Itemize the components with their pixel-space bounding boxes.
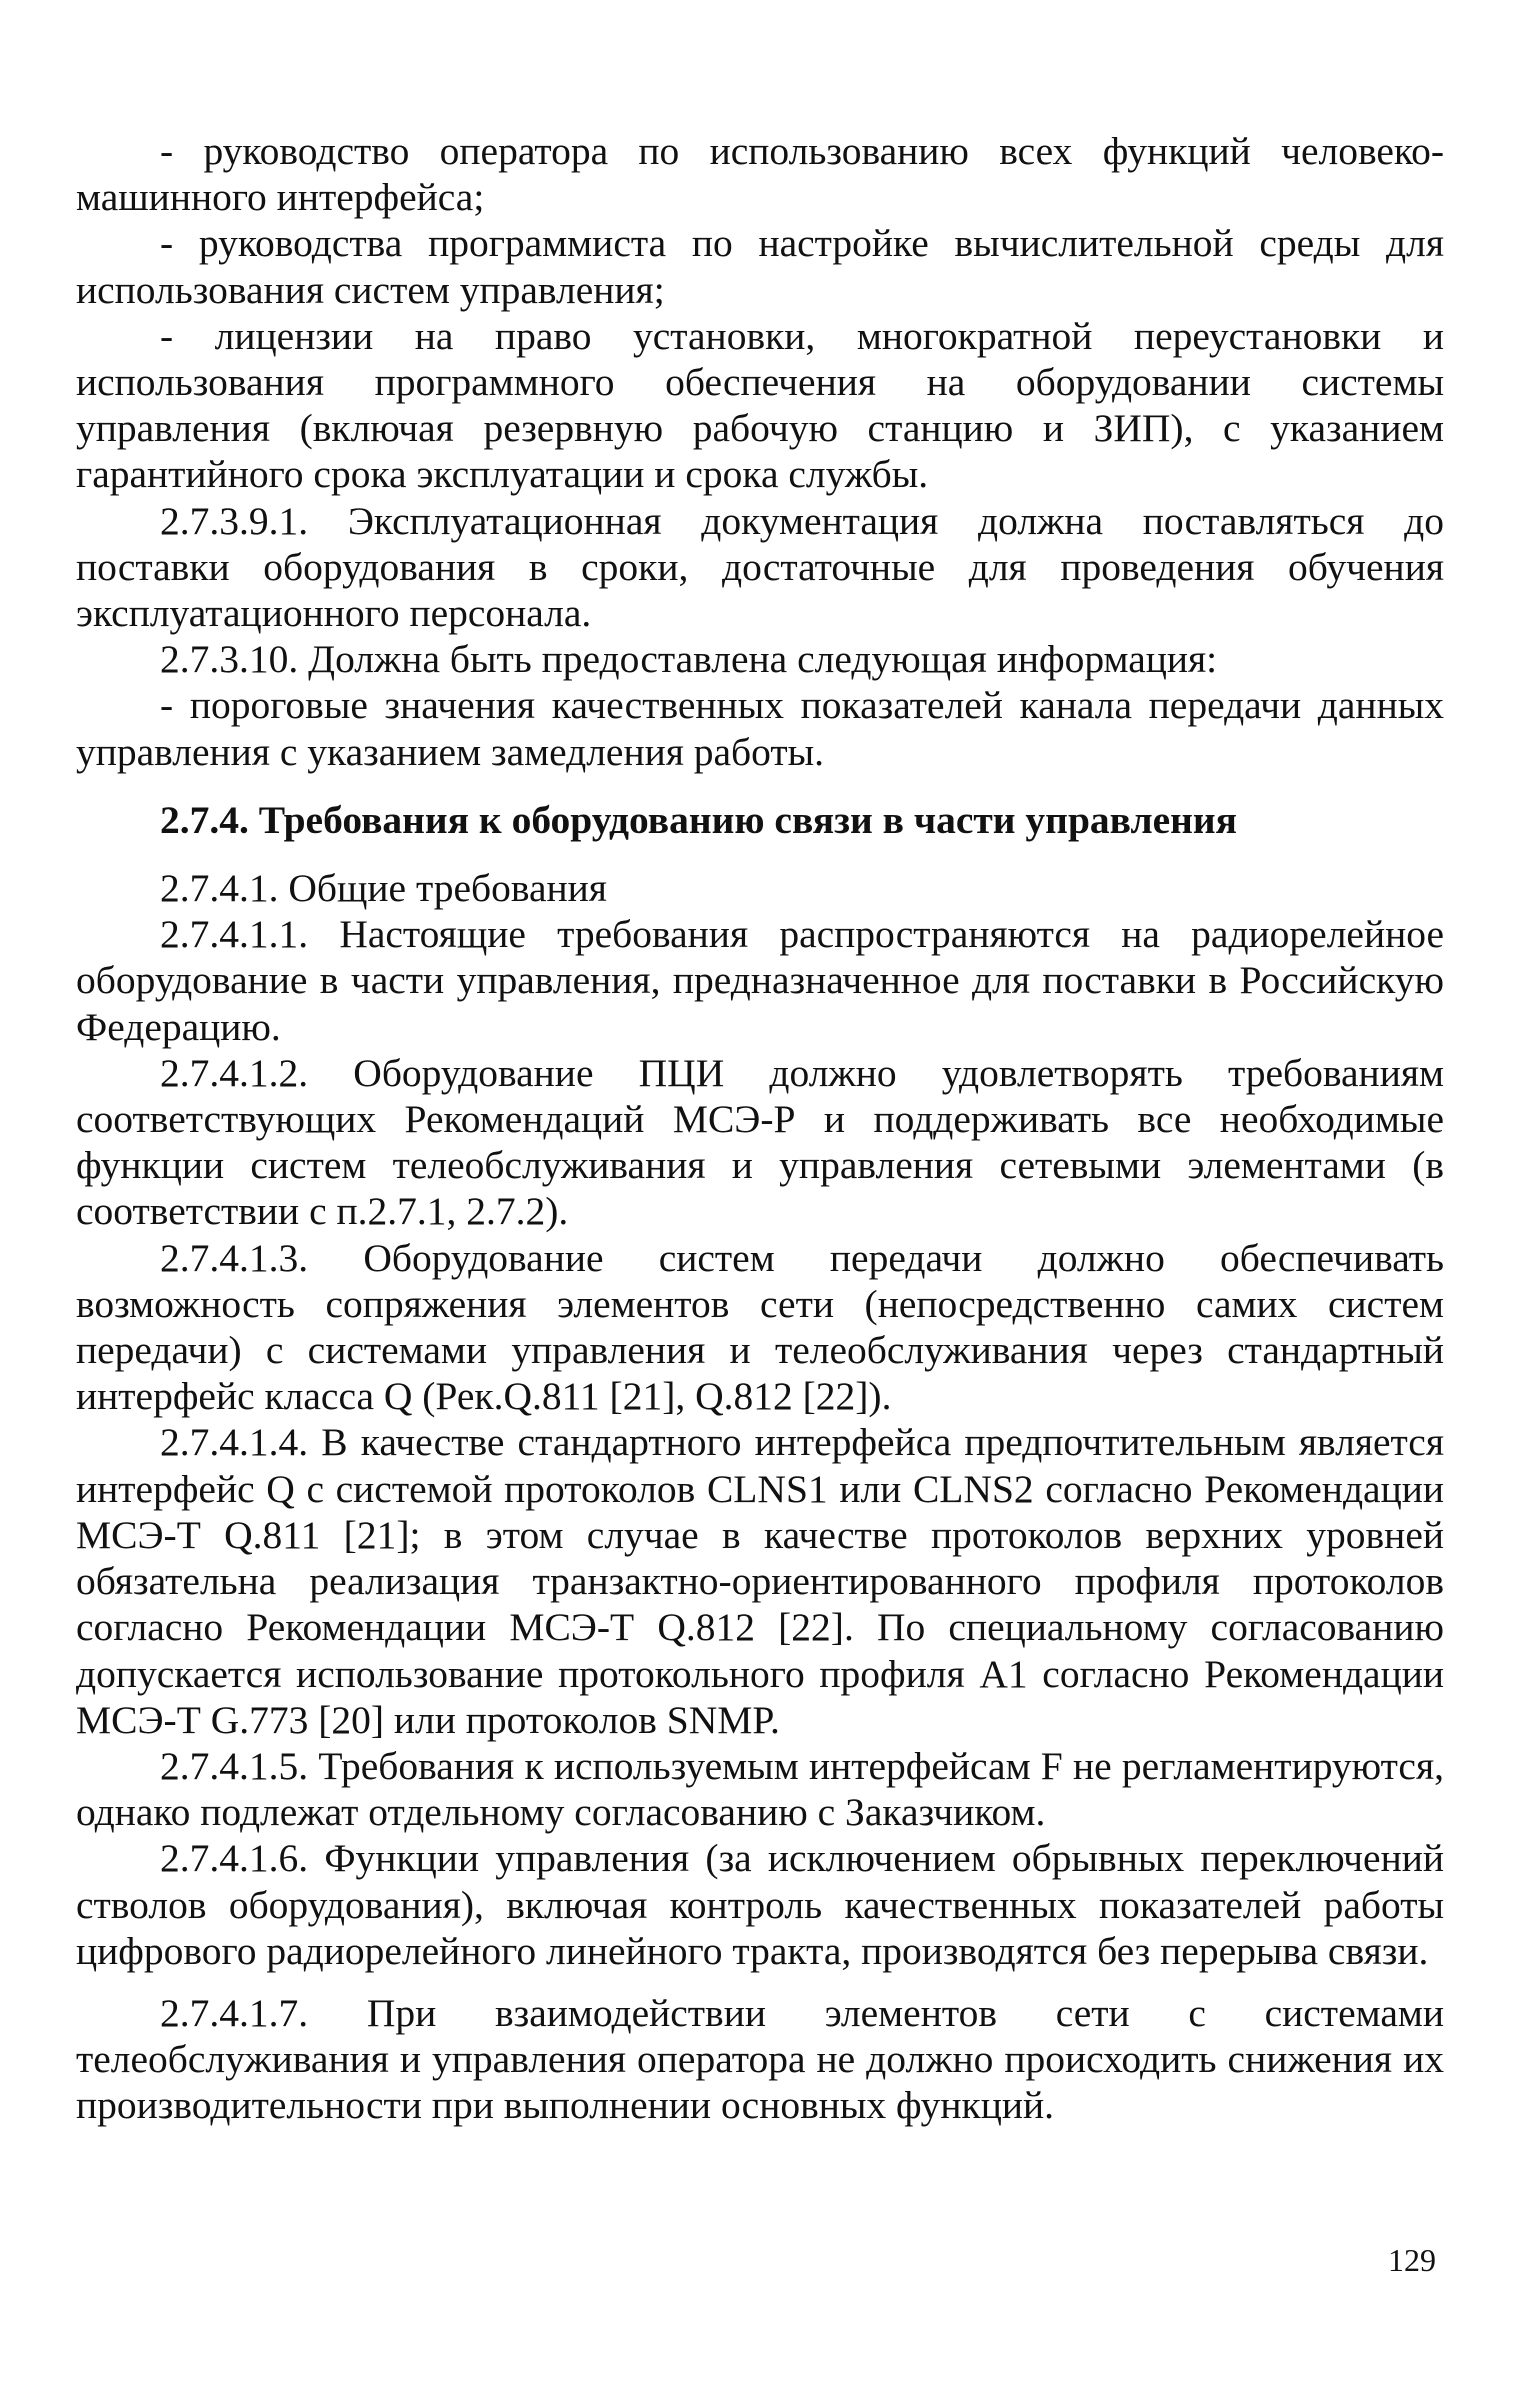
paragraph-2-7-4-1-5: 2.7.4.1.5. Требования к используемым интерфейсам F не регламентируются, однако подлежат отдельному согласованию с Заказчиком.	[76, 1743, 1444, 1835]
paragraph-2-7-4-1-1: 2.7.4.1.1. Настоящие требования распространяются на радиорелейное оборудование в части управления, предназначенное для поставки в Российскую Федерацию.	[76, 912, 1444, 1049]
paragraph-2-7-3-10: 2.7.3.10. Должна быть предоставлена следующая информация:	[160, 637, 1218, 682]
paragraph-operator-guide: - руководство оператора по использованию всех функций человеко-машинного интерфейса;	[76, 129, 1444, 220]
page-body	[76, 128, 1444, 2129]
paragraph-programmer-guide: - руководства программиста по настройке вычислительной среды для использования систем управления;	[76, 221, 1444, 312]
paragraph-2-7-4-1-3: 2.7.4.1.3. Оборудование систем передачи должно обеспечивать возможность сопряжения элементов сети (непосредственно самих систем передачи) с системами управления и телеобслуживания через стандартный интерфейс класса Q (Рек.Q.811 [21], Q.812 [22]).	[76, 1235, 1444, 1419]
paragraph-licenses: - лицензии на право установки, многократной переустановки и использования программного обеспечения на оборудовании системы управления (включая резервную рабочую станцию и ЗИП), с указанием гарантийного срока эксплуатации и срока службы.	[76, 313, 1444, 497]
paragraph-2-7-4-1-4: 2.7.4.1.4. В качестве стандартного интерфейса предпочтительным является интерфейс Q с системой протоколов CLNS1 или CLNS2 согласно Рекомендации МСЭ-Т Q.811 [21]; в этом случае в качестве протоколов верхних уровней обязательна реализация транзактно-ориентированного профиля протоколов согласно Рекомендации МСЭ-Т Q.812 [22]. По специальному согласованию допускается использование протокольного профиля A1 согласно Рекомендации МСЭ-Т G.773 [20] или протоколов SNMP.	[76, 1420, 1444, 1742]
paragraph-threshold-values: - пороговые значения качественных показателей канала передачи данных управления с указанием замедления работы.	[76, 683, 1444, 774]
subsection-heading: 2.7.4.1. Общие требования	[160, 866, 607, 911]
paragraph-2-7-3-9-1: 2.7.3.9.1. Эксплуатационная документация должна поставляться до поставки оборудования в сроки, достаточные для проведения обучения эксплуатационного персонала.	[76, 498, 1444, 636]
section-heading: 2.7.4. Требования к оборудованию связи в части управления	[160, 797, 1238, 842]
paragraph-2-7-4-1-7: 2.7.4.1.7. При взаимодействии элементов сети с системами телеобслуживания и управления оператора не должно происходить снижения их производительности при выполнении основных функций.	[76, 1990, 1444, 2128]
paragraph-2-7-4-1-2: 2.7.4.1.2. Оборудование ПЦИ должно удовлетворять требованиям соответствующих Рекомендаций МСЭ-Р и поддерживать все необходимые функции систем телеобслуживания и управления сетевыми элементами (в соответствии с п.2.7.1, 2.7.2).	[76, 1050, 1444, 1234]
paragraph-2-7-4-1-6: 2.7.4.1.6. Функции управления (за исключением обрывных переключений стволов оборудования), включая контроль качественных показателей работы цифрового радиорелейного линейного тракта, производятся без перерыва связи.	[76, 1836, 1444, 1973]
page-number: 129	[1388, 2242, 1436, 2278]
